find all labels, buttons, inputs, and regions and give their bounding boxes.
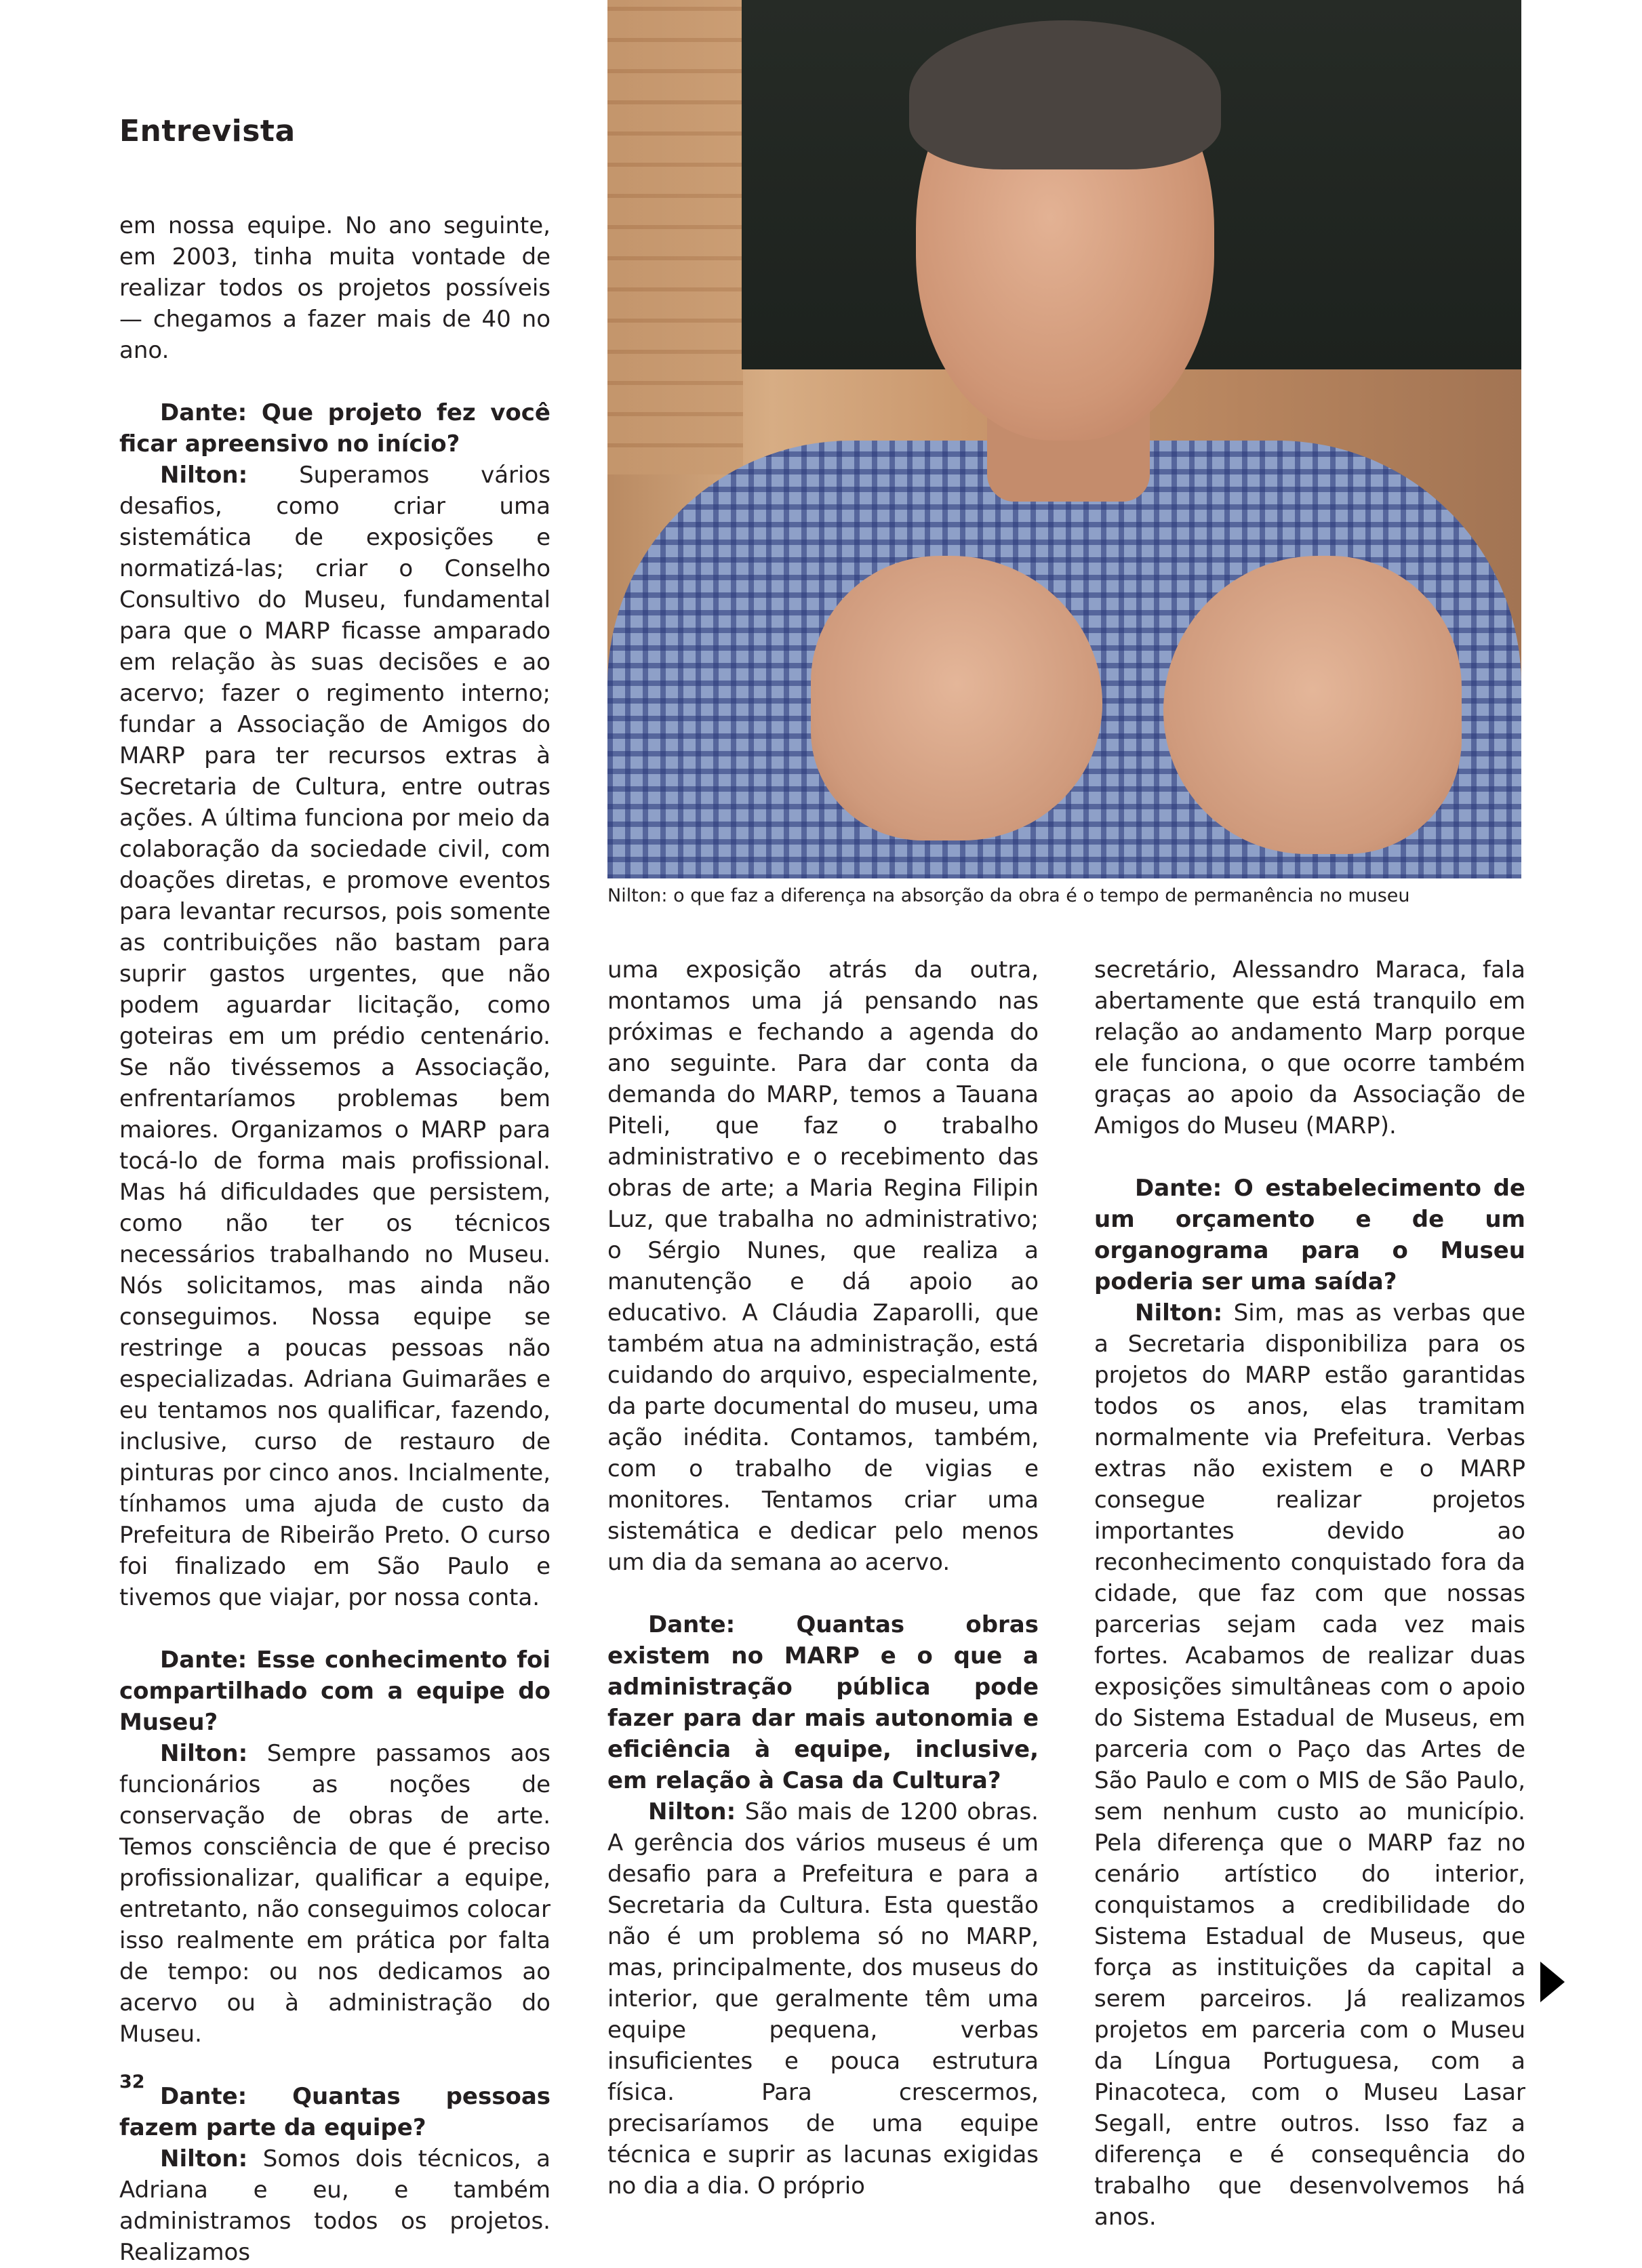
answer-text: Superamos vários desafios, como criar uma sistemática de exposições e normatizá-las; criar o Conselho Consultivo do Museu, fundamental para que o MARP ficasse amparado em relação às suas decisões e ao acervo; fazer o regimento interno; fundar a Associação de Amigos do MARP para ter recursos extras à Secretaria de Cultura, entre outras ações. A última funciona por meio da colaboração da sociedade civil, com doações diretas, e promove eventos para levantar recursos, pois somente as contribuições não bastam para suprir gastos urgentes, que não podem aguardar licitação, como goteiras em um prédio centenário. Se não tivéssemos a Associação, enfrentaríamos problemas bem maiores. Organizamos o MARP para tocá-lo de forma mais profissional. Mas há dificuldades que persistem, como não ter os técnicos necessários trabalhando no Museu. Nós solicitamos, mas ainda não conseguimos. Nossa equipe se restringe a poucas pessoas não especializadas. Adriana Guimarães e eu tentamos nos qualificar, fazendo, inclusive, curso de restauro de pinturas por cinco anos. Incialmente, tínhamos uma ajuda de custo da Prefeitura de Ribeirão Preto. O curso foi finalizado em São Paulo e tivemos que viajar, por nossa conta. xyxy=(119,462,550,1611)
photo-caption: Nilton: o que faz a diferença na absorção da obra é o tempo de permanência no museu xyxy=(607,885,1410,906)
photo-right-hand xyxy=(1163,556,1462,854)
answer-text: São mais de 1200 obras. A gerência dos vários museus é um desafio para a Prefeitura e para a Secretaria da Cultura. Esta questão não é um problema só no MARP, mas, principalmente, dos museus do interior, que geralmente têm uma equipe pequena, verbas insuficientes e pouca estrutura física. Para crescermos, precisaríamos de uma equipe técnica e suprir as lacunas exigidas no dia a dia. O próprio xyxy=(607,1798,1039,2200)
question: Dante: Quantas obras existem no MARP e o que a administração pública pode fazer para dar mais autonomia e eficiência à equipe, inclusive, em relação à Casa da Cultura? xyxy=(607,1611,1039,1794)
section-title: Entrevista xyxy=(119,114,296,148)
answer xyxy=(607,1796,1039,2202)
question: Dante: Que projeto fez você ficar apreensivo no início? xyxy=(119,399,550,458)
speaker: Nilton: xyxy=(648,1798,736,1825)
answer-text: Somos dois técnicos, a Adriana e eu, e também administramos todos os projetos. Realizamos xyxy=(119,2145,550,2266)
speaker: Nilton: xyxy=(160,462,248,489)
page-number: 32 xyxy=(119,2071,145,2092)
paragraph: uma exposição atrás da outra, montamos uma já pensando nas próximas e fechando a agenda do ano seguinte. Para dar conta da demanda do MARP, temos a Tauana Piteli, que faz o trabalho administrativo e o recebimento das obras de arte; a Maria Regina Filipin Luz, que trabalha no administrativo; o Sérgio Nunes, que realiza a manutenção e dá apoio ao educativo. A Cláudia Zaparolli, que também atua na administração, está cuidando do arquivo, especialmente, da parte documental do museu, uma ação inédita. Contamos, também, com o trabalho de vigias e monitores. Tentamos criar uma sistemática e dedicar pelo menos um dia da semana ao acervo. xyxy=(607,956,1039,1576)
question: Dante: O estabelecimento de um orçamento e de um organograma para o Museu poderia ser uma saída? xyxy=(1094,1175,1525,1295)
answer xyxy=(1094,1297,1525,2233)
answer xyxy=(119,2143,550,2268)
speaker: Nilton: xyxy=(160,2145,248,2172)
paragraph: secretário, Alessandro Maraca, fala abertamente que está tranquilo em relação ao andamento Marp porque ele funciona, o que ocorre também graças ao apoio da Associação de Amigos do Museu (MARP). xyxy=(1094,956,1525,1139)
answer-text: Sempre passamos aos funcionários as noções de conservação de obras de arte. Temos consciência de que é preciso profissionalizar, qualificar a equipe, entretanto, não conseguimos colocar isso realmente em prática por falta de tempo: ou nos dedicamos ao acervo ou à administração do Museu. xyxy=(119,1740,550,2048)
speaker: Nilton: xyxy=(160,1740,248,1767)
triangle-right-icon xyxy=(1540,1962,1565,2002)
answer-text: Sim, mas as verbas que a Secretaria disponibiliza para os projetos do MARP estão garantidas todos os anos, elas tramitam normalmente via Prefeitura. Verbas extras não existem e o MARP consegue realizar projetos importantes devido ao reconhecimento conquistado fora da cidade, que faz com que nossas parcerias sejam cada vez mais fortes. Acabamos de realizar duas exposições simultâneas com o apoio do Sistema Estadual de Museus, em parceria com o Paço das Artes de São Paulo e com o MIS de São Paulo, sem nenhum custo ao município. Pela diferença que o MARP faz no cenário artístico do interior, conquistamos a credibilidade do Sistema Estadual de Museus, que força as instituições da capital a serem parceiros. Já realizamos projetos em parceria com o Museu da Língua Portuguesa, com a Pinacoteca, com o Museu Lasar Segall, entre outros. Isso faz a diferença e é consequência do trabalho que desenvolvemos há anos. xyxy=(1094,1299,1525,2231)
photo-brick-wall xyxy=(607,0,743,474)
photo-hair xyxy=(909,20,1221,169)
article-column-3 xyxy=(1094,954,1525,2231)
speaker: Nilton: xyxy=(1135,1299,1223,1327)
paragraph: em nossa equipe. No ano seguinte, em 2003, tinha muita vontade de realizar todos os projetos possíveis — chegamos a fazer mais de 40 no ano. xyxy=(119,212,550,364)
question: Dante: Quantas pessoas fazem parte da equipe? xyxy=(119,2083,550,2141)
article-column-2 xyxy=(607,954,1039,2200)
question: Dante: Esse conhecimento foi compartilhado com a equipe do Museu? xyxy=(119,1646,550,1736)
article-column-1 xyxy=(119,210,550,2266)
interview-photo xyxy=(607,0,1521,878)
answer xyxy=(119,1738,550,2050)
answer xyxy=(119,460,550,1613)
